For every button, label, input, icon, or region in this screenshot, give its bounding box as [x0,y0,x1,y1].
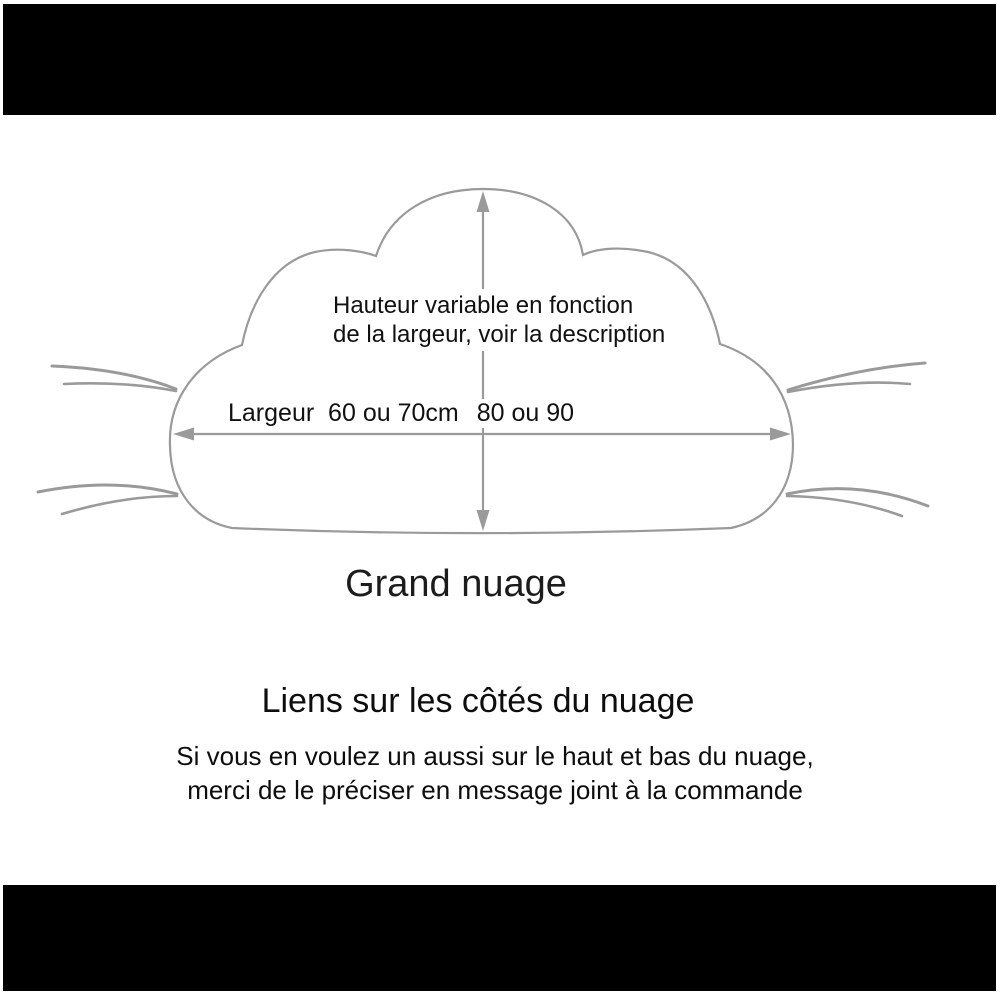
cloud-outline [170,189,793,533]
tie-lines-right-bottom [787,489,928,516]
order-note [100,739,890,807]
width-label-right: 80 ou 90 [476,399,575,427]
width-label-left: Largeur 60 ou 70cm [228,399,459,427]
tie-lines-left-top [52,366,176,391]
subtitle: Liens sur les côtés du nuage [261,682,695,720]
product-title: Grand nuage [345,563,567,605]
order-note-line1: Si vous en voulez un aussi sur le haut et bas du nuage, [176,741,814,771]
height-note-label [331,289,671,351]
tie-lines-left-bottom [38,485,177,514]
order-note-line2: merci de le préciser en message joint à la commande [187,775,803,805]
bottom-letterbox-bar [3,885,996,991]
tie-lines-right-top [788,363,925,392]
height-note-line2: de la largeur, voir la description [333,321,666,348]
height-note-line1: Hauteur variable en fonction [333,292,634,319]
width-label [224,399,578,428]
